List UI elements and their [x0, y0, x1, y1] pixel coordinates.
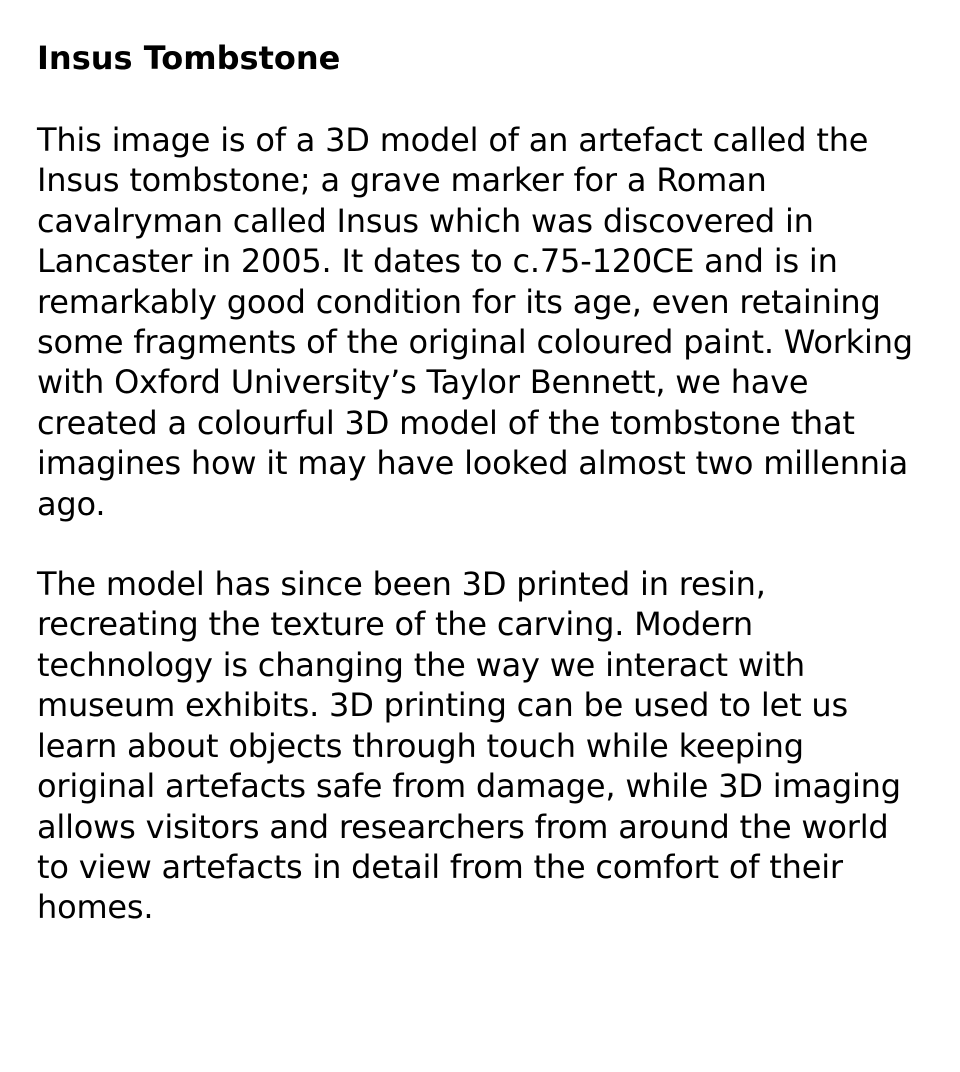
paragraph-3d-printing: The model has since been 3D printed in resin, recreating the texture of the carving. Modern technology is changing the way we interact with museum exhibits. 3D printing can be used to let us learn about objects through touch while keeping original artefacts safe from damage, while 3D imaging allows visitors and researchers from around the world to view artefacts in detail from the comfort of their homes. — [37, 565, 901, 927]
document-page — [37, 38, 917, 928]
document-title: Insus Tombstone — [37, 39, 341, 77]
paragraph-intro: This image is of a 3D model of an artefact called the Insus tombstone; a grave marker for a Roman cavalryman called Insus which was discovered in Lancaster in 2005. It dates to c.75-120CE and is in remarkably good condition for its age, even retaining some fragments of the original coloured paint. Working with Oxford University’s Taylor Bennett, we have created a colourful 3D model of the tombstone that imagines how it may have looked almost two millennia ago. — [37, 121, 913, 523]
